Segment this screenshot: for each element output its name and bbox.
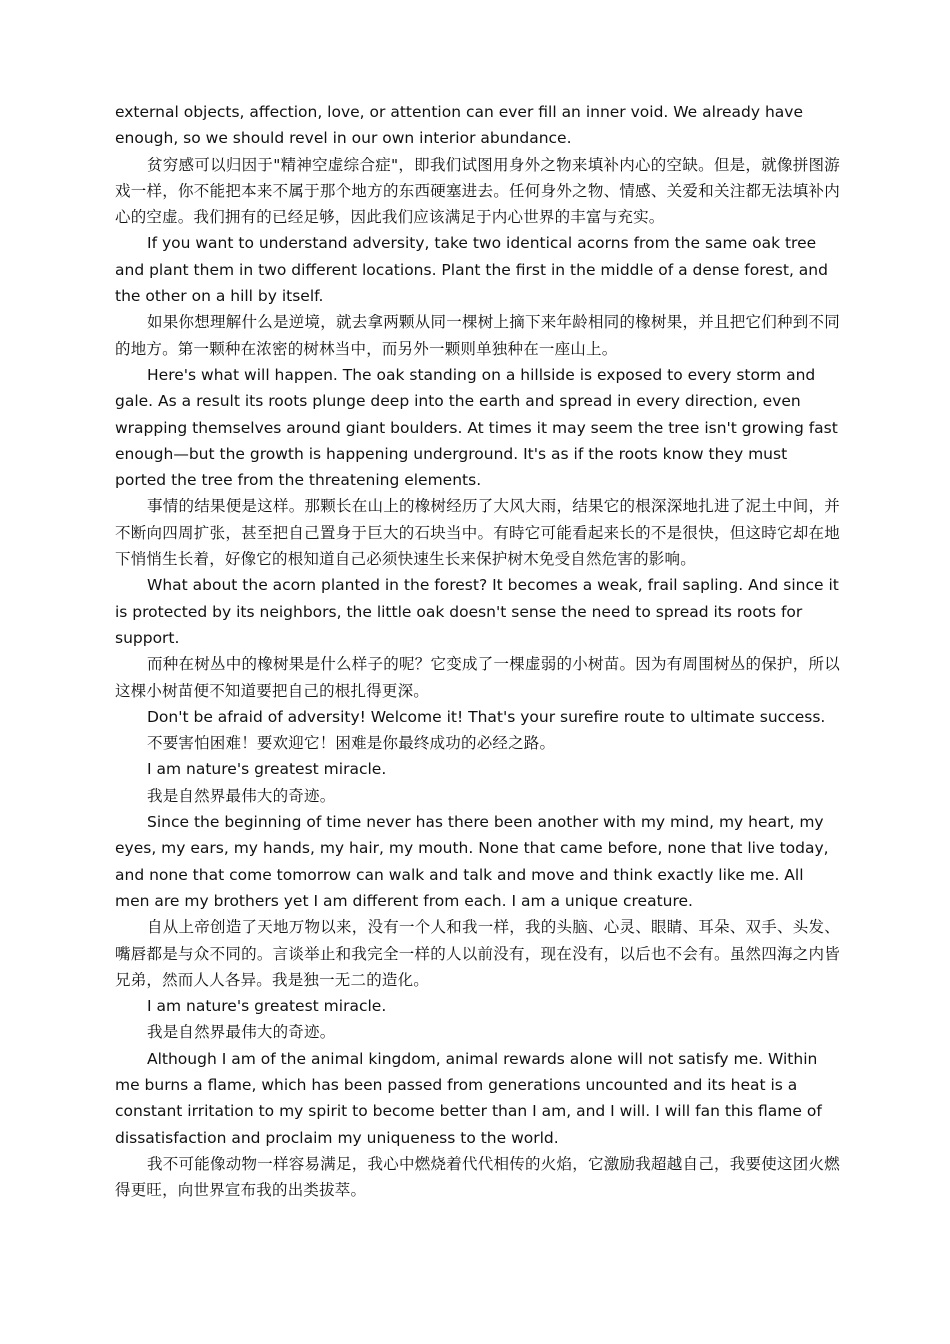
paragraph-en-3: Here's what will happen. The oak standing on a hillside is exposed to every storm and gale. As a result its roots plunge deep into the earth and spread in every direction, even wrapping themselves around giant boulders. At times it may seem the tree isn't growing fast enough—but the growth is happening underground. It's as if the roots know they must ported the tree from the threatening elements. [115,365,838,490]
paragraph-en-1: external objects, affection, love, or attention can ever fill an inner void. We already have enough, so we should revel in our own interior abundance. [115,103,803,148]
paragraph-zh-5: 不要害怕困难！要欢迎它！困难是你最终成功的必经之路。 [147,734,556,753]
paragraph-zh-4: 而种在树丛中的橡树果是什么样子的呢？它变成了一棵虚弱的小树苗。因为有周围树丛的保护，所以这棵小树苗便不知道要把自己的根扎得更深。 [115,655,840,700]
paragraph-en-5: Don't be afraid of adversity! Welcome it! That's your surefire route to ultimate success. [147,707,826,726]
paragraph-zh-6: 我是自然界最伟大的奇迹。 [147,786,336,805]
paragraph-en-9: Although I am of the animal kingdom, animal rewards alone will not satisfy me. Within me burns a flame, which has been passed from generations uncounted and its heat is a constant irritation to my spirit to become better than I am, and I will. I will fan this flame of dissatisfaction and proclaim my uniqueness to the world. [115,1049,822,1147]
document-body [115,99,840,1203]
paragraph-en-4: What about the acorn planted in the forest? It becomes a weak, frail sapling. And since it is protected by its neighbors, the little oak doesn't sense the need to spread its roots for support. [115,576,839,647]
paragraph-zh-2: 如果你想理解什么是逆境，就去拿两颗从同一棵树上摘下来年龄相同的橡树果，并且把它们种到不同的地方。第一颗种在浓密的树林当中，而另外一颗则单独种在一座山上。 [115,313,840,358]
paragraph-zh-8: 我是自然界最伟大的奇迹。 [147,1023,336,1042]
paragraph-zh-7: 自从上帝创造了天地万物以来，没有一个人和我一样，我的头脑、心灵、眼睛、耳朵、双手、头发、嘴唇都是与众不同的。言谈举止和我完全一样的人以前没有，现在没有，以后也不会有。虽然四海之内皆兄弟，然而人人各异。我是独一无二的造化。 [115,918,840,989]
paragraph-en-7: Since the beginning of time never has there been another with my mind, my heart, my eyes, my ears, my hands, my hair, my mouth. None that came before, none that live today, and none that come tomorrow can walk and talk and move and think exactly like me. All men are my brothers yet I am different from each. I am a unique creature. [115,813,829,910]
paragraph-en-6: I am nature's greatest miracle. [147,760,387,779]
paragraph-en-2: If you want to understand adversity, take two identical acorns from the same oak tree and plant them in two different locations. Plant the first in the middle of a dense forest, and the other on a hill by itself. [115,234,828,306]
paragraph-en-8: I am nature's greatest miracle. [147,997,387,1016]
paragraph-zh-1: 贫穷感可以归因于"精神空虚综合症"，即我们试图用身外之物来填补内心的空缺。但是，就像拼图游戏一样，你不能把本来不属于那个地方的东西硬塞进去。任何身外之物、情感、关爱和关注都无法填补内心的空虚。我们拥有的已经足够，因此我们应该满足于内心世界的丰富与充实。 [115,155,840,227]
paragraph-zh-3: 事情的结果便是这样。那颗长在山上的橡树经历了大风大雨，结果它的根深深地扎进了泥土中间，并不断向四周扩张，甚至把自己置身于巨大的石块当中。有時它可能看起来长的不是很快，但这時它却在地下悄悄生长着，好像它的根知道自己必须快速生长来保护树木免受自然危害的影响。 [115,497,840,569]
paragraph-zh-9: 我不可能像动物一样容易满足，我心中燃烧着代代相传的火焰，它激励我超越自己，我要使这团火燃得更旺，向世界宣布我的出类拔萃。 [115,1154,840,1200]
